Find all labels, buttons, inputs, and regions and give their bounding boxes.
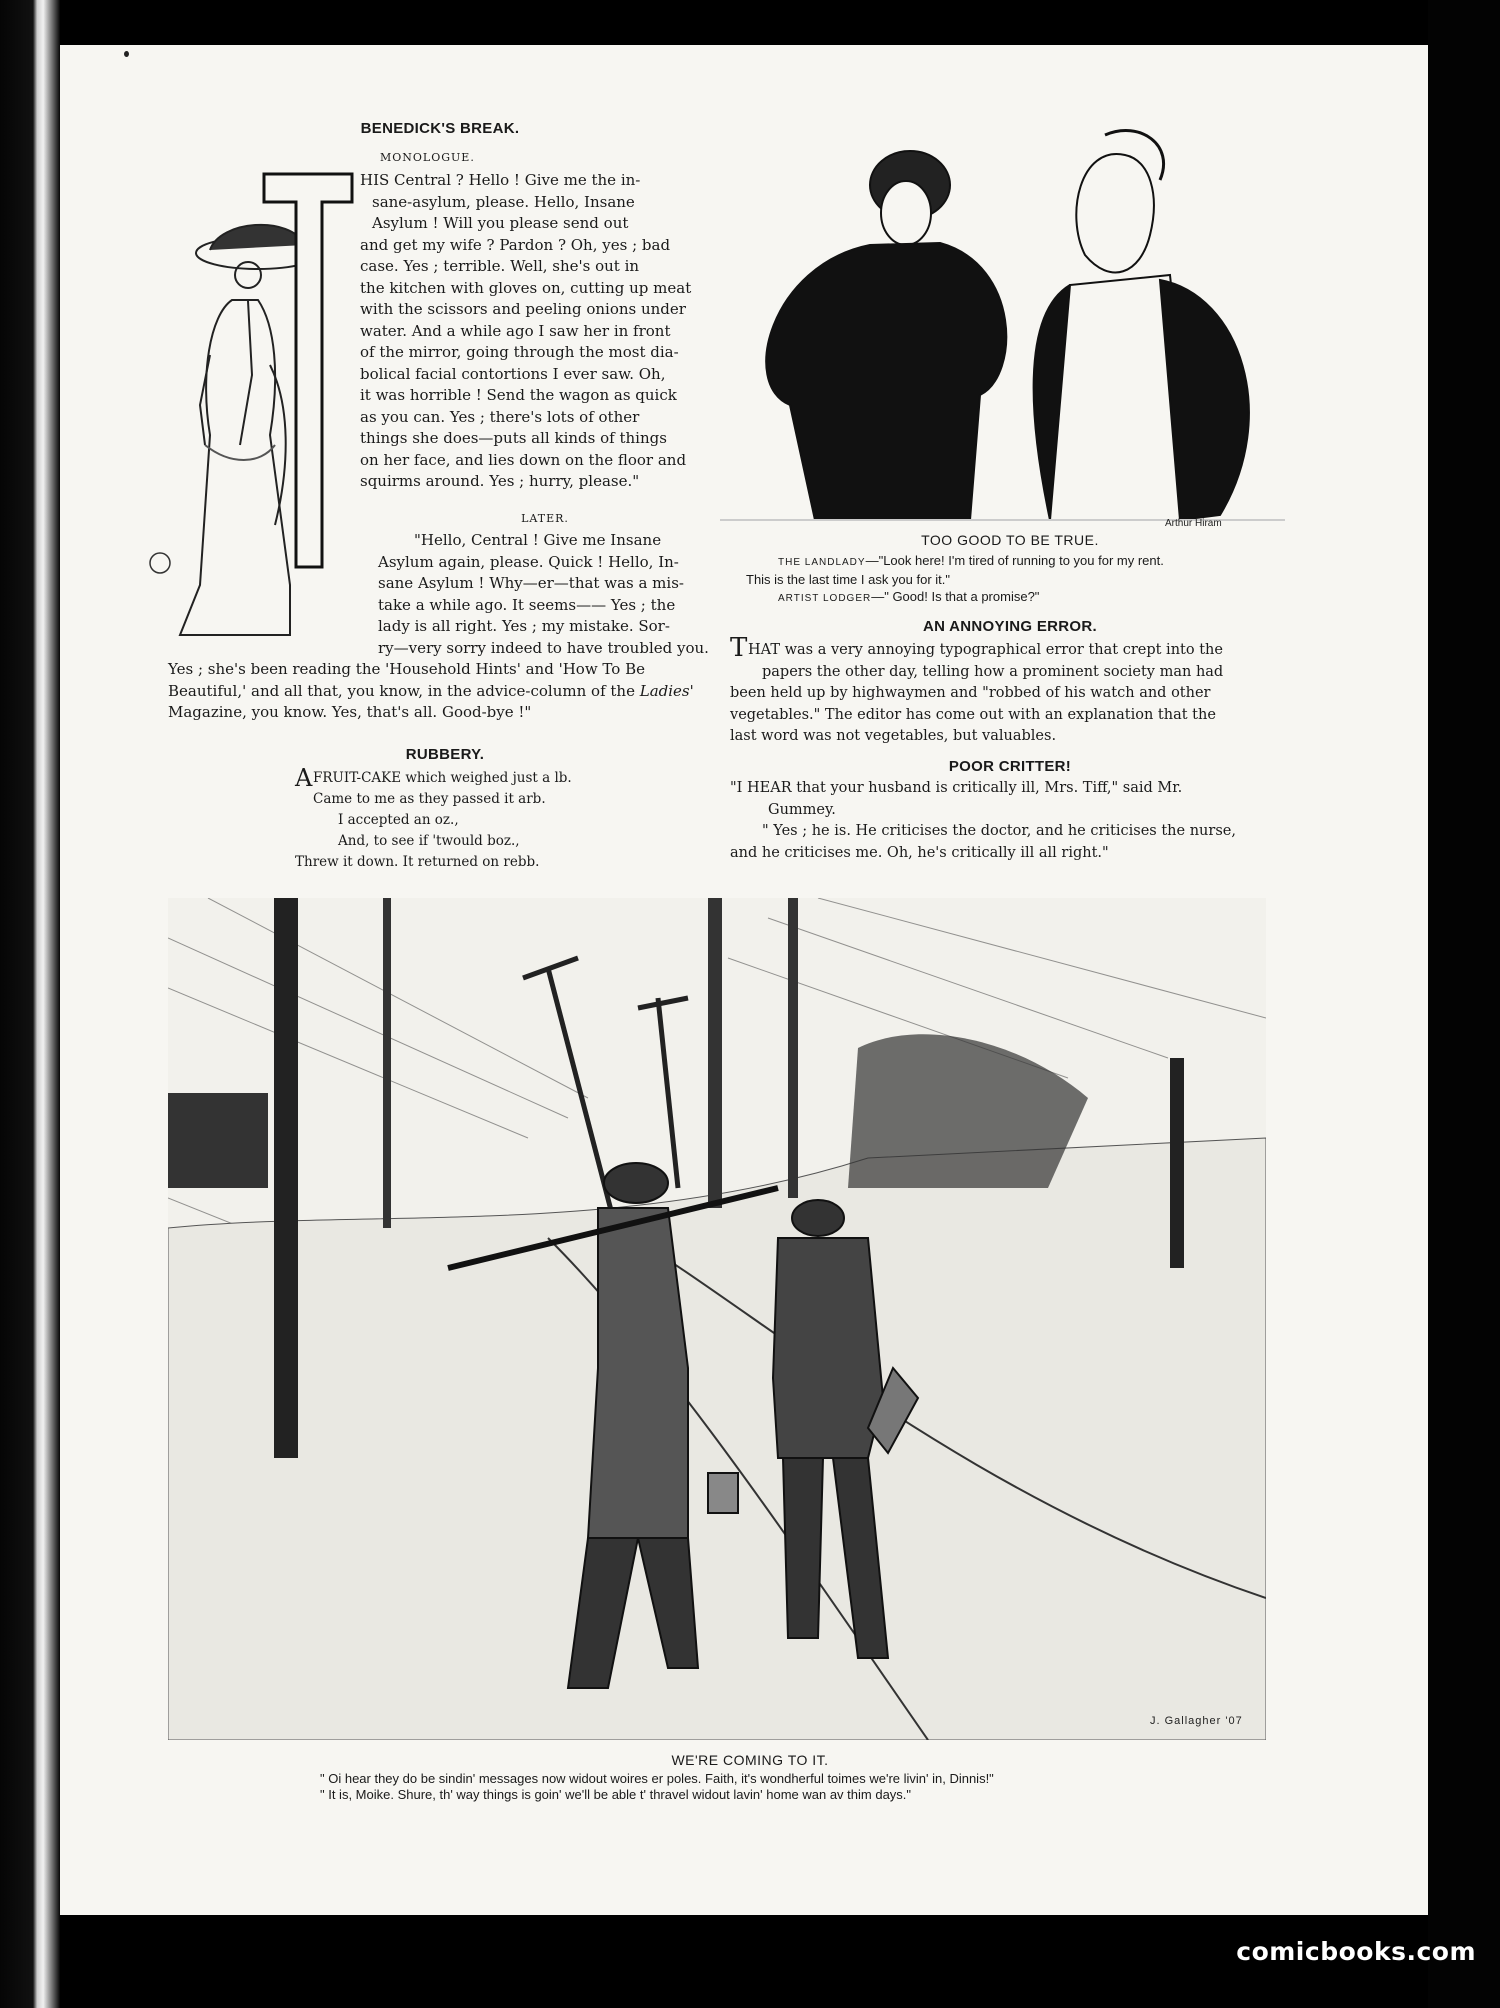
landlady-lodger-cartoon: [720, 125, 1285, 525]
text-line: "Hello, Central ! Give me Insane: [414, 531, 662, 549]
text-line: Asylum again, please. Quick ! Hello, In-: [378, 552, 679, 571]
text-line: bolical facial contortions I ever saw. Oh,: [360, 364, 666, 383]
text-line: Gummey.: [768, 801, 836, 818]
critter-title: POOR CRITTER!: [948, 758, 1072, 775]
too-good-dialogue: [746, 552, 1286, 607]
caption-line-2: " It is, Moike. Shure, th' way things is goin' we'll be able t' thravel widout lavin' home wan av thim days.": [320, 1787, 912, 1802]
dialogue-line-1: [746, 552, 1286, 571]
dialogue-text: —"Look here! I'm tired of running to you for my rent.: [865, 553, 1164, 568]
coming-title: WE'RE COMING TO IT.: [671, 1752, 829, 1768]
error-title: AN ANNOYING ERROR.: [922, 618, 1098, 635]
text-line: take a while ago. It seems—— Yes ; the: [378, 595, 676, 614]
error-drop-cap: T: [730, 633, 748, 663]
text-line: " Yes ; he is. He criticises the doctor, and he criticises the nurse,: [762, 823, 1236, 839]
benedick-text-1: [360, 170, 710, 493]
text-line: Yes ; she's been reading the 'Household Hints' and 'How To Be: [168, 660, 645, 678]
error-text: [730, 633, 1266, 748]
text-line: sane-asylum, please. Hello, Insane: [372, 192, 635, 211]
text-line: vegetables." The editor has come out with an explanation that the: [730, 706, 1216, 723]
dialogue-line-3: [746, 588, 1286, 607]
text-line: things she does—puts all kinds of things: [360, 429, 667, 447]
dialogue-line-2: This is the last time I ask you for it.": [746, 572, 951, 587]
text-line: the kitchen with gloves on, cutting up meat: [360, 278, 692, 297]
text-line: been held up by highwaymen and "robbed of his watch and other: [730, 685, 1211, 701]
rubbery-poem: [295, 764, 625, 873]
dialogue-text: —" Good! Is that a promise?": [871, 589, 1040, 604]
poem-line: I accepted an oz.,: [338, 812, 459, 828]
text-line: case. Yes ; terrible. Well, she's out in: [360, 257, 640, 275]
text-line: and get my wife ? Pardon ? Oh, yes ; bad: [360, 235, 671, 254]
poem-line: And, to see if 'twould boz.,: [338, 833, 520, 849]
poem-line: Came to me as they passed it arb.: [313, 791, 546, 807]
benedick-text-3: [168, 659, 710, 724]
text-line: "I HEAR that your husband is critically ill, Mrs. Tiff," said Mr.: [730, 780, 1183, 796]
too-good-title: TOO GOOD TO BE TRUE.: [921, 532, 1099, 548]
watermark: comicbooks.com: [1236, 1937, 1476, 1966]
text-line: squirms around. Yes ; hurry, please.": [360, 472, 640, 490]
poem-line: Threw it down. It returned on rebb.: [295, 854, 540, 870]
text-line: papers the other day, telling how a prominent society man had: [762, 663, 1224, 680]
text-line: with the scissors and peeling onions under: [360, 300, 686, 318]
speaker-landlady: THE LANDLADY: [778, 557, 866, 568]
text-line: HIS Central ? Hello ! Give me the in-: [360, 171, 641, 189]
rubbery-drop-cap: A: [295, 764, 313, 792]
rubbery-title: RUBBERY.: [405, 746, 485, 763]
ink-dot: [124, 51, 129, 57]
text-line: and he criticises me. Oh, he's critically ill all right.": [730, 844, 1109, 861]
text-line: last word was not vegetables, but valuables.: [730, 728, 1057, 744]
text-line: water. And a while ago I saw her in front: [360, 321, 671, 340]
road-workers-illustration: [168, 898, 1266, 1740]
text-line: ry—very sorry indeed to have troubled you.: [378, 638, 709, 657]
text-line: of the mirror, going through the most dia-: [360, 343, 679, 361]
text-line: Asylum ! Will you please send out: [372, 214, 629, 232]
benedick-subtitle: MONOLOGUE.: [380, 151, 475, 164]
cartoon-signature: Arthur Hiram: [1165, 518, 1222, 529]
text-line-part: Beautiful,' and all that, you know, in the advice-column of the: [168, 681, 635, 700]
critter-text: [730, 778, 1266, 864]
benedick-title: BENEDICK'S BREAK.: [360, 120, 520, 137]
book-spine: [0, 0, 60, 2008]
ladies-italic: Ladies': [639, 681, 694, 700]
drop-cap-t: [262, 172, 354, 572]
text-line: as you can. Yes ; there's lots of other: [360, 407, 640, 426]
text-line: [168, 681, 710, 703]
text-line: sane Asylum ! Why—er—that was a mis-: [378, 574, 684, 592]
speaker-lodger: ARTIST LODGER: [778, 593, 872, 604]
poem-line: FRUIT-CAKE which weighed just a lb.: [313, 770, 572, 786]
coming-caption: [320, 1771, 1220, 1803]
scan-border: [1428, 0, 1500, 2008]
text-line: Magazine, you know. Yes, that's all. Good-bye !": [168, 703, 532, 721]
text-line: it was horrible ! Send the wagon as quick: [360, 386, 677, 404]
illustration-signature: J. Gallagher '07: [1150, 1715, 1243, 1727]
later-heading: LATER.: [521, 512, 569, 525]
benedick-text-2: [378, 530, 710, 659]
text-line: lady is all right. Yes ; my mistake. Sor-: [378, 617, 670, 635]
caption-line-1: " Oi hear they do be sindin' messages now widout woires er poles. Faith, it's wondherful toimes we're livin' in, Dinnis!": [320, 1771, 994, 1786]
text-line: HAT was a very annoying typographical error that crept into the: [748, 642, 1223, 658]
text-line: on her face, and lies down on the floor and: [360, 450, 687, 469]
